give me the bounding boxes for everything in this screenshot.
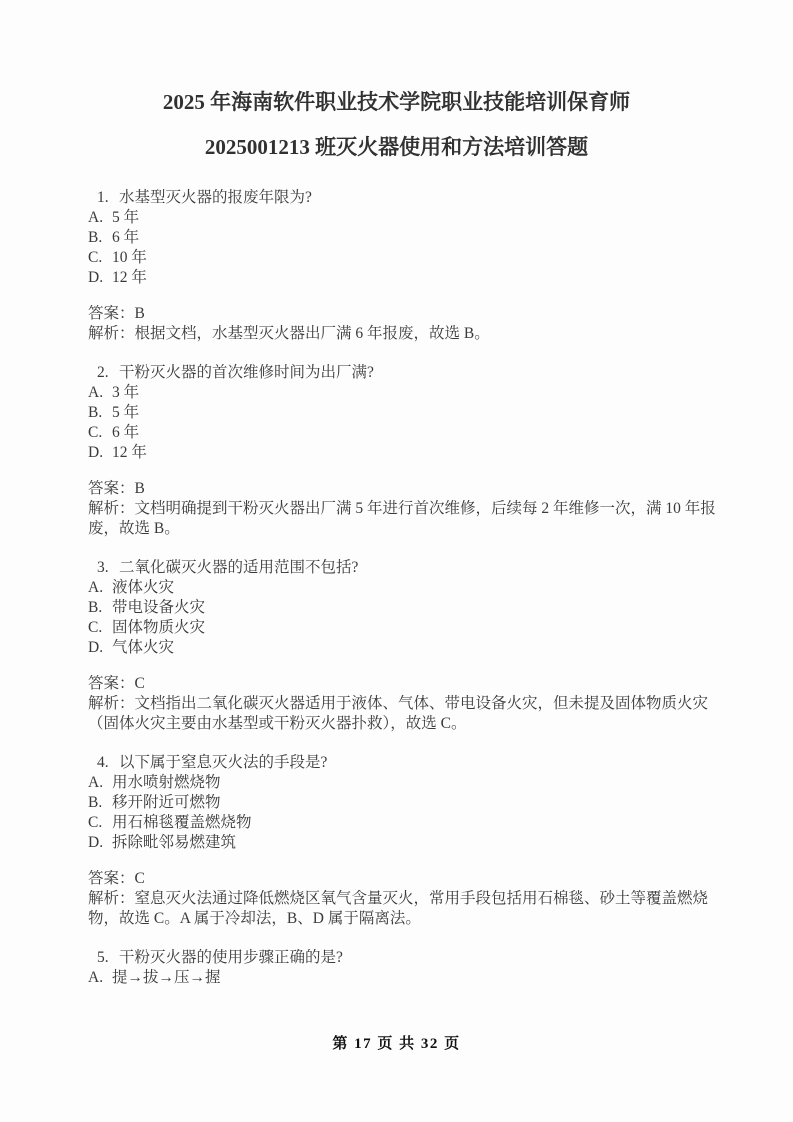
option-line bbox=[88, 833, 705, 853]
option-text: 10 年 bbox=[112, 249, 147, 266]
question-block-1 bbox=[88, 188, 705, 345]
question-text: 干粉灭火器的首次维修时间为出厂满? bbox=[119, 363, 374, 381]
question-block-3 bbox=[88, 558, 709, 735]
option-label: D. bbox=[88, 833, 104, 851]
answer-label: 答案： bbox=[88, 305, 135, 322]
option-text: 6 年 bbox=[112, 229, 140, 246]
analysis-paragraph bbox=[88, 694, 709, 735]
option-label: A. bbox=[88, 383, 104, 401]
answer-value: B bbox=[134, 305, 145, 322]
analysis-line bbox=[88, 694, 709, 715]
analysis-line bbox=[88, 889, 709, 910]
option-label: C. bbox=[88, 813, 103, 831]
analysis-line bbox=[88, 324, 705, 345]
option-label: B. bbox=[88, 598, 103, 616]
analysis-paragraph bbox=[88, 499, 716, 540]
option-label: A. bbox=[88, 209, 104, 226]
question-line bbox=[88, 558, 705, 578]
analysis-text: 根据文档，水基型灭火器出厂满 6 年报废，故选 B。 bbox=[134, 325, 490, 342]
analysis-text: 窒息灭火法通过降低燃烧区氧气含量灭火，常用手段包括用石棉毯、砂土等覆盖燃烧 bbox=[134, 889, 709, 907]
option-text: 提→拔→压→握 bbox=[112, 968, 221, 986]
title-line-2: 2025001213 班灭火器使用和方法培训答题 bbox=[204, 135, 589, 159]
answer-value: C bbox=[134, 674, 145, 692]
option-line bbox=[88, 578, 705, 598]
question-block-4 bbox=[88, 753, 709, 930]
question-number: 5. bbox=[97, 948, 109, 966]
analysis-label: 解析： bbox=[88, 889, 135, 907]
answer-line bbox=[88, 869, 705, 889]
option-text: 移开附近可燃物 bbox=[112, 793, 221, 811]
option-text: 气体火灾 bbox=[112, 638, 175, 656]
question-block-2 bbox=[88, 363, 716, 540]
answer-value: B bbox=[134, 479, 145, 497]
option-label: B. bbox=[88, 403, 103, 421]
option-line bbox=[88, 968, 705, 988]
option-text: 固体物质火灾 bbox=[112, 618, 206, 636]
option-line bbox=[88, 403, 705, 423]
option-line bbox=[88, 638, 705, 658]
page-footer bbox=[0, 1032, 793, 1053]
question-line bbox=[88, 363, 705, 383]
option-line bbox=[88, 228, 705, 248]
option-label: B. bbox=[88, 793, 103, 811]
option-line bbox=[88, 618, 705, 638]
analysis-line bbox=[88, 499, 716, 520]
analysis-paragraph bbox=[88, 324, 705, 345]
answer-value: C bbox=[134, 869, 145, 887]
option-text: 用水喷射燃烧物 bbox=[112, 773, 221, 791]
analysis-label: 解析： bbox=[88, 694, 135, 712]
document-title bbox=[0, 0, 793, 170]
document-body bbox=[88, 188, 716, 988]
option-label: A. bbox=[88, 773, 104, 791]
option-label: D. bbox=[88, 443, 104, 461]
analysis-line: 废，故选 B。 bbox=[88, 520, 180, 537]
analysis-line: （固体火灾主要由水基型或干粉灭火器扑救），故选 C。 bbox=[88, 715, 467, 732]
analysis-line: 物，故选 C。A 属于冷却法，B、D 属于隔离法。 bbox=[88, 910, 421, 927]
option-line bbox=[88, 443, 705, 463]
option-line bbox=[88, 598, 705, 618]
option-label: C. bbox=[88, 423, 103, 441]
question-text: 水基型灭火器的报废年限为? bbox=[119, 189, 312, 206]
question-line bbox=[88, 948, 705, 968]
question-block-5 bbox=[88, 948, 705, 988]
question-text: 以下属于窒息灭火法的手段是? bbox=[119, 753, 328, 771]
option-label: D. bbox=[88, 269, 104, 286]
option-text: 拆除毗邻易燃建筑 bbox=[112, 833, 237, 851]
answer-line bbox=[88, 674, 705, 694]
option-line bbox=[88, 813, 705, 833]
analysis-text: 文档明确提到干粉灭火器出厂满 5 年进行首次维修，后续每 2 年维修一次，满 10 年报 bbox=[134, 499, 716, 517]
option-text: 5 年 bbox=[112, 209, 140, 226]
question-number: 3. bbox=[97, 558, 109, 576]
option-text: 3 年 bbox=[112, 383, 140, 401]
option-label: C. bbox=[88, 249, 103, 266]
option-line bbox=[88, 793, 705, 813]
option-text: 12 年 bbox=[112, 269, 147, 286]
option-text: 液体火灾 bbox=[112, 578, 175, 596]
answer-label: 答案： bbox=[88, 674, 135, 692]
option-label: A. bbox=[88, 968, 104, 986]
question-line bbox=[88, 188, 705, 208]
option-text: 5 年 bbox=[112, 403, 140, 421]
title-line-1: 2025 年海南软件职业技术学院职业技能培训保育师 bbox=[162, 90, 631, 114]
page-number: 第 17 页 共 32 页 bbox=[332, 1036, 461, 1052]
answer-line bbox=[88, 304, 705, 324]
question-line bbox=[88, 753, 705, 773]
question-number: 2. bbox=[97, 363, 109, 381]
answer-label: 答案： bbox=[88, 479, 135, 497]
answer-label: 答案： bbox=[88, 869, 135, 887]
question-number: 1. bbox=[97, 189, 109, 206]
analysis-text: 文档指出二氧化碳灭火器适用于液体、气体、带电设备火灾，但未提及固体物质火灾 bbox=[134, 694, 709, 712]
option-line bbox=[88, 208, 705, 228]
option-text: 6 年 bbox=[112, 423, 140, 441]
analysis-paragraph bbox=[88, 889, 709, 930]
option-label: C. bbox=[88, 618, 103, 636]
option-text: 12 年 bbox=[112, 443, 147, 461]
option-line bbox=[88, 268, 705, 288]
option-line bbox=[88, 383, 705, 403]
analysis-label: 解析： bbox=[88, 499, 135, 517]
option-text: 带电设备火灾 bbox=[112, 598, 206, 616]
option-line bbox=[88, 773, 705, 793]
question-text: 二氧化碳灭火器的适用范围不包括? bbox=[119, 558, 359, 576]
answer-line bbox=[88, 479, 705, 499]
option-label: D. bbox=[88, 638, 104, 656]
option-text: 用石棉毯覆盖燃烧物 bbox=[112, 813, 252, 831]
analysis-label: 解析： bbox=[88, 325, 135, 342]
question-number: 4. bbox=[97, 753, 109, 771]
option-line bbox=[88, 248, 705, 268]
option-label: B. bbox=[88, 229, 103, 246]
option-line bbox=[88, 423, 705, 443]
option-label: A. bbox=[88, 578, 104, 596]
question-text: 干粉灭火器的使用步骤正确的是? bbox=[119, 948, 343, 966]
